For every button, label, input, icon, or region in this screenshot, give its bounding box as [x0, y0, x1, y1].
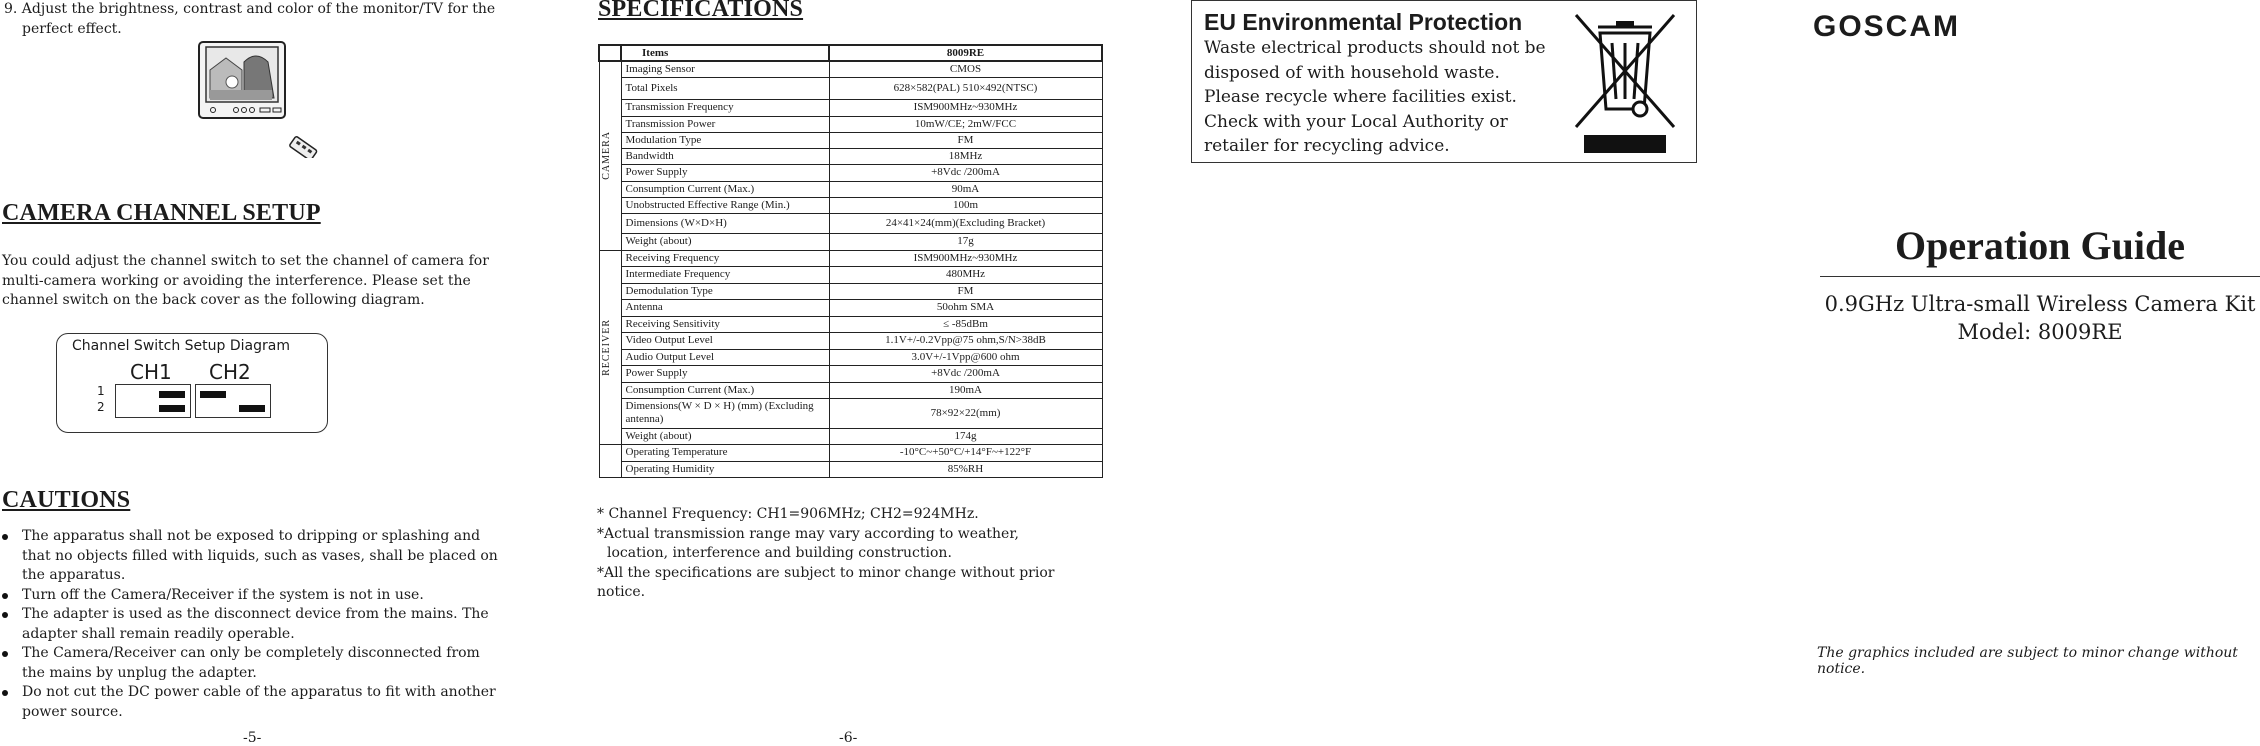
goscam-logo: GOSCAM [1813, 10, 1960, 43]
model-line: Model: 8009RE [1957, 320, 2123, 344]
table-row [599, 365, 1102, 382]
table-row [599, 316, 1102, 332]
caution-item: The Camera/Receiver can only be completely disconnected from the mains by unplug the adapter. [0, 644, 505, 683]
spec-value: +8Vdc /200mA [829, 365, 1102, 382]
spec-value: 190mA [829, 382, 1102, 398]
table-row [599, 197, 1102, 213]
table-row [599, 332, 1102, 349]
table-row [599, 99, 1102, 116]
spec-value: 90mA [829, 181, 1102, 197]
ch1-switch-2-on [159, 405, 185, 412]
spec-item: Dimensions (W×D×H) [621, 213, 829, 233]
table-row [599, 77, 1102, 99]
operation-guide-title: Operation Guide [1894, 223, 2186, 268]
spec-item: Imaging Sensor [621, 61, 829, 77]
ch2-switch-2-on [239, 405, 265, 412]
cautions-heading: CAUTIONS [2, 487, 131, 513]
spec-item: Modulation Type [621, 132, 829, 148]
table-row [599, 349, 1102, 365]
spec-item: Receiving Sensitivity [621, 316, 829, 332]
spec-item: Weight (about) [621, 233, 829, 250]
step-9-text: 9. Adjust the brightness, contrast and color of the monitor/TV for the perfect effect. [4, 1, 496, 37]
table-row [599, 461, 1102, 477]
table-row [599, 250, 1102, 266]
spec-value: 174g [829, 428, 1102, 444]
table-row [599, 382, 1102, 398]
channel-setup-text: You could adjust the channel switch to set the channel of camera for multi-camera working or avoiding the interference. Please set the channel switch on the back cover as the following diagram. [2, 253, 489, 308]
row-2-label: 2 [97, 400, 105, 414]
spec-item: Consumption Current (Max.) [621, 382, 829, 398]
spec-item: Dimensions(W × D × H) (mm) (Excluding antenna) [621, 398, 829, 428]
spec-value: -10°C~+50°C/+14°F~+122°F [829, 444, 1102, 461]
spec-item: Consumption Current (Max.) [621, 181, 829, 197]
spec-item: Total Pixels [621, 77, 829, 99]
caution-item: The adapter is used as the disconnect device from the mains. The adapter shall remain readily operable. [0, 605, 505, 644]
graphics-disclaimer: The graphics included are subject to minor change without notice. [1817, 645, 2238, 677]
spec-value: +8Vdc /200mA [829, 164, 1102, 181]
ch1-dip-switch [115, 384, 191, 418]
title-divider [1820, 276, 2260, 277]
spec-item: Bandwidth [621, 148, 829, 164]
eu-text: Waste electrical products should not be disposed of with household waste. Please recycle where facilities exist. Check with your Local Authority or retailer for recycling advice. [1204, 38, 1546, 156]
note-channel-frequency: * Channel Frequency: CH1=906MHz; CH2=924MHz. [597, 506, 979, 522]
note-specification-change: *All the specifications are subject to minor change without prior notice. [597, 564, 1055, 600]
spec-item: Audio Output Level [621, 349, 829, 365]
spec-item: Weight (about) [621, 428, 829, 444]
channel-switch-diagram [56, 333, 328, 433]
specifications-heading: SPECIFICATIONS [598, 0, 804, 22]
spec-item: Transmission Frequency [621, 99, 829, 116]
caution-item: Do not cut the DC power cable of the apparatus to fit with another power source. [0, 683, 505, 722]
spec-item: Demodulation Type [621, 283, 829, 299]
spec-item: Receiving Frequency [621, 250, 829, 266]
ch2-dip-switch [195, 384, 271, 418]
camera-group-label: CAMERA [600, 131, 612, 181]
page-number-5: -5- [243, 730, 262, 746]
spec-value: ≤ -85dBm [829, 316, 1102, 332]
table-row [599, 213, 1102, 233]
diagram-title: Channel Switch Setup Diagram [72, 338, 290, 354]
spec-item: Operating Humidity [621, 461, 829, 477]
spec-value: ISM900MHz~930MHz [829, 250, 1102, 266]
spec-item: Unobstructed Effective Range (Min.) [621, 197, 829, 213]
monitor-illustration [196, 40, 326, 158]
spec-item: Power Supply [621, 164, 829, 181]
spec-value: 24×41×24(mm)(Excluding Bracket) [829, 213, 1102, 233]
specification-notes [597, 505, 1067, 603]
ch1-switch-1-on [159, 391, 185, 398]
caution-item: Turn off the Camera/Receiver if the system is not in use. [0, 586, 505, 606]
table-row [599, 444, 1102, 461]
table-row [599, 181, 1102, 197]
table-row [599, 266, 1102, 283]
crossed-bin-icon [1570, 9, 1680, 157]
table-row [599, 428, 1102, 444]
spec-value: 85%RH [829, 461, 1102, 477]
spec-item: Operating Temperature [621, 444, 829, 461]
spec-value: 1.1V+/-0.2Vpp@75 ohm,S/N>38dB [829, 332, 1102, 349]
spec-value: CMOS [829, 61, 1102, 77]
spec-value: 17g [829, 233, 1102, 250]
spec-value: 78×92×22(mm) [829, 398, 1102, 428]
table-row [599, 164, 1102, 181]
table-row [599, 61, 1102, 77]
spec-value: 100m [829, 197, 1102, 213]
spec-value: 628×582(PAL) 510×492(NTSC) [829, 77, 1102, 99]
header-model: 8009RE [829, 45, 1102, 61]
cautions-list [0, 527, 505, 722]
table-row [599, 233, 1102, 250]
spec-value: 480MHz [829, 266, 1102, 283]
spec-item: Intermediate Frequency [621, 266, 829, 283]
table-row [599, 299, 1102, 316]
specifications-table [598, 44, 1103, 478]
header-items: Items [621, 45, 829, 61]
spec-value: 50ohm SMA [829, 299, 1102, 316]
ch2-label: CH2 [209, 360, 251, 384]
table-row [599, 116, 1102, 132]
table-row [599, 148, 1102, 164]
product-subtitle: 0.9GHz Ultra-small Wireless Camera Kit [1824, 292, 2256, 316]
page-number-6: -6- [839, 730, 858, 746]
spec-value: FM [829, 283, 1102, 299]
channel-setup-heading: CAMERA CHANNEL SETUP [2, 200, 321, 226]
eu-environmental-box [1191, 0, 1697, 163]
eu-title: EU Environmental Protection [1204, 9, 1523, 35]
row-1-label: 1 [97, 384, 105, 398]
note-transmission-range: *Actual transmission range may vary according to weather, location, interference and building construction. [597, 525, 1019, 561]
spec-value: ISM900MHz~930MHz [829, 99, 1102, 116]
caution-item: The apparatus shall not be exposed to dripping or splashing and that no objects filled with liquids, such as vases, shall be placed on the apparatus. [0, 527, 505, 586]
spec-value: 10mW/CE; 2mW/FCC [829, 116, 1102, 132]
spec-item: Antenna [621, 299, 829, 316]
table-header-row [599, 45, 1102, 61]
spec-value: 18MHz [829, 148, 1102, 164]
ch1-label: CH1 [130, 360, 172, 384]
table-row [599, 132, 1102, 148]
spec-item: Video Output Level [621, 332, 829, 349]
receiver-group-label: RECEIVER [600, 318, 612, 376]
spec-value: FM [829, 132, 1102, 148]
ch2-switch-1-off [200, 391, 226, 398]
table-row [599, 283, 1102, 299]
spec-item: Power Supply [621, 365, 829, 382]
spec-value: 3.0V+/-1Vpp@600 ohm [829, 349, 1102, 365]
table-row [599, 398, 1102, 428]
spec-item: Transmission Power [621, 116, 829, 132]
